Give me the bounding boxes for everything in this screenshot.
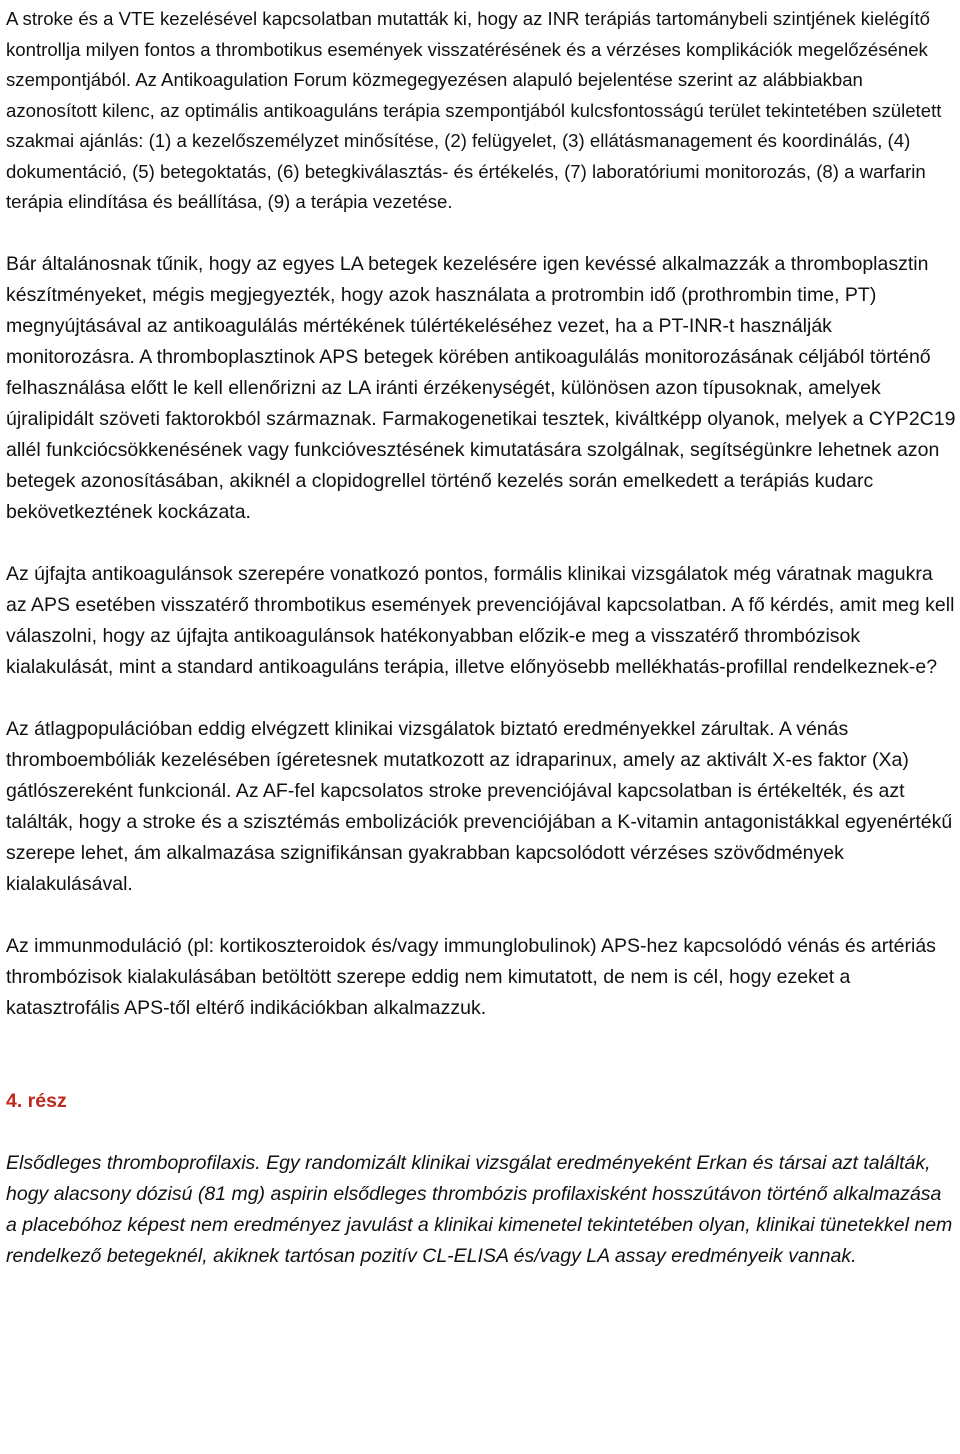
paragraph-thromboplastin: Bár általánosnak tűnik, hogy az egyes LA betegek kezelésére igen kevéssé alkalmazzák a thromboplasztin készítményeket, mégis megjegyezték, hogy azok használata a protrombin idő (prothrombin time, PT) megnyújtásával az antikoagulálás mértékének túlértékeléséhez vezet, ha a PT-INR-t használják monitorozásra. A thromboplasztinok APS betegek körében antikoagulálás monitorozásának céljából történő felhasználása előtt le kell ellenőrizni az LA iránti érzékenységét, különösen azon típusoknak, amelyek újralipidált szöveti faktorokból származnak. Farmakogenetikai tesztek, kiváltképp olyanok, melyek a CYP2C19 allél funkciócsökkenésének vagy funkcióvesztésének kimutatására szolgálnak, segítségünkre lehetnek azon betegek azonosításában, akiknél a clopidogrellel történő kezelés során emelkedett a terápiás kudarc bekövetkeztének kockázata.: [6, 252, 956, 523]
paragraph-immunomodulation: Az immunmoduláció (pl: kortikoszteroidok és/vagy immunglobulinok) APS-hez kapcsolódó vénás és artériás thrombózisok kialakulásában betöltött szerepe eddig nem kimutatott, de nem is cél, hogy ezeket a katasztrofális APS-től eltérő indikációkban alkalmazzuk.: [6, 934, 936, 1019]
paragraph-primary-thromboprophylaxis: Elsődleges thromboprofilaxis. Egy randomizált klinikai vizsgálat eredményeként Erkan és társai azt találták, hogy alacsony dózisú (81 mg) aspirin elsődleges thrombózis profilaxisként hosszútávon történő alkalmazása a placebóhoz képest nem eredményez javulást a klinikai kimenetel tekintetében olyan, klinikai tünetekkel nem rendelkező betegeknél, akiknek tartósan pozitív CL-ELISA és/vagy LA assay eredményeik vannak.: [6, 1151, 953, 1267]
section-heading: 4. rész: [6, 1089, 67, 1112]
paragraph-general-population-trials: Az átlagpopulációban eddig elvégzett klinikai vizsgálatok biztató eredményekkel zárultak. A vénás thromboembóliák kezelésében ígéretesnek mutatkozott az idraparinux, amely az aktivált X-es faktor (Xa) gátlószereként funkcionál. Az AF-fel kapcsolatos stroke prevenciójával kapcsolatban is értékelték, és azt találták, hogy a stroke és a szisztémás embolizációk prevenciójában a K-vitamin antagonistákkal egyenértékű szerepe lehet, ám alkalmazása szignifikánsan gyakrabban kapcsolódott vérzéses szövődmények kialakulásával.: [6, 717, 953, 895]
paragraph-new-anticoagulants: Az újfajta antikoagulánsok szerepére vonatkozó pontos, formális klinikai vizsgálatok még váratnak magukra az APS esetében visszatérő thrombotikus események prevenciójával kapcsolatban. A fő kérdés, amit meg kell válaszolni, hogy az újfajta antikoagulánsok hatékonyabban előzik-e meg a visszatérő thrombózisok kialakulását, mint a standard antikoaguláns terápia, illetve előnyösebb mellékhatás-profillal rendelkeznek-e?: [6, 562, 955, 678]
document-page: [6, 4, 956, 1272]
paragraph-inr-control: A stroke és a VTE kezelésével kapcsolatban mutatták ki, hogy az INR terápiás tartománybeli szintjének kielégítő kontrollja milyen fontos a thrombotikus események visszatérésének és a vérzéses komplikációk megelőzésének szempontjából. Az Antikoagulation Forum közmegegyezésen alapuló bejelentése szerint az alábbiakban azonosított kilenc, az optimális antikoaguláns terápia szempontjából kulcsfontosságú terület tekintetében született szakmai ajánlás: (1) a kezelőszemélyzet minősítése, (2) felügyelet, (3) ellátásmanagement és koordinálás, (4) dokumentáció, (5) betegoktatás, (6) betegkiválasztás- és értékelés, (7) laboratóriumi monitorozás, (8) a warfarin terápia elindítása és beállítása, (9) a terápia vezetése.: [6, 8, 942, 212]
